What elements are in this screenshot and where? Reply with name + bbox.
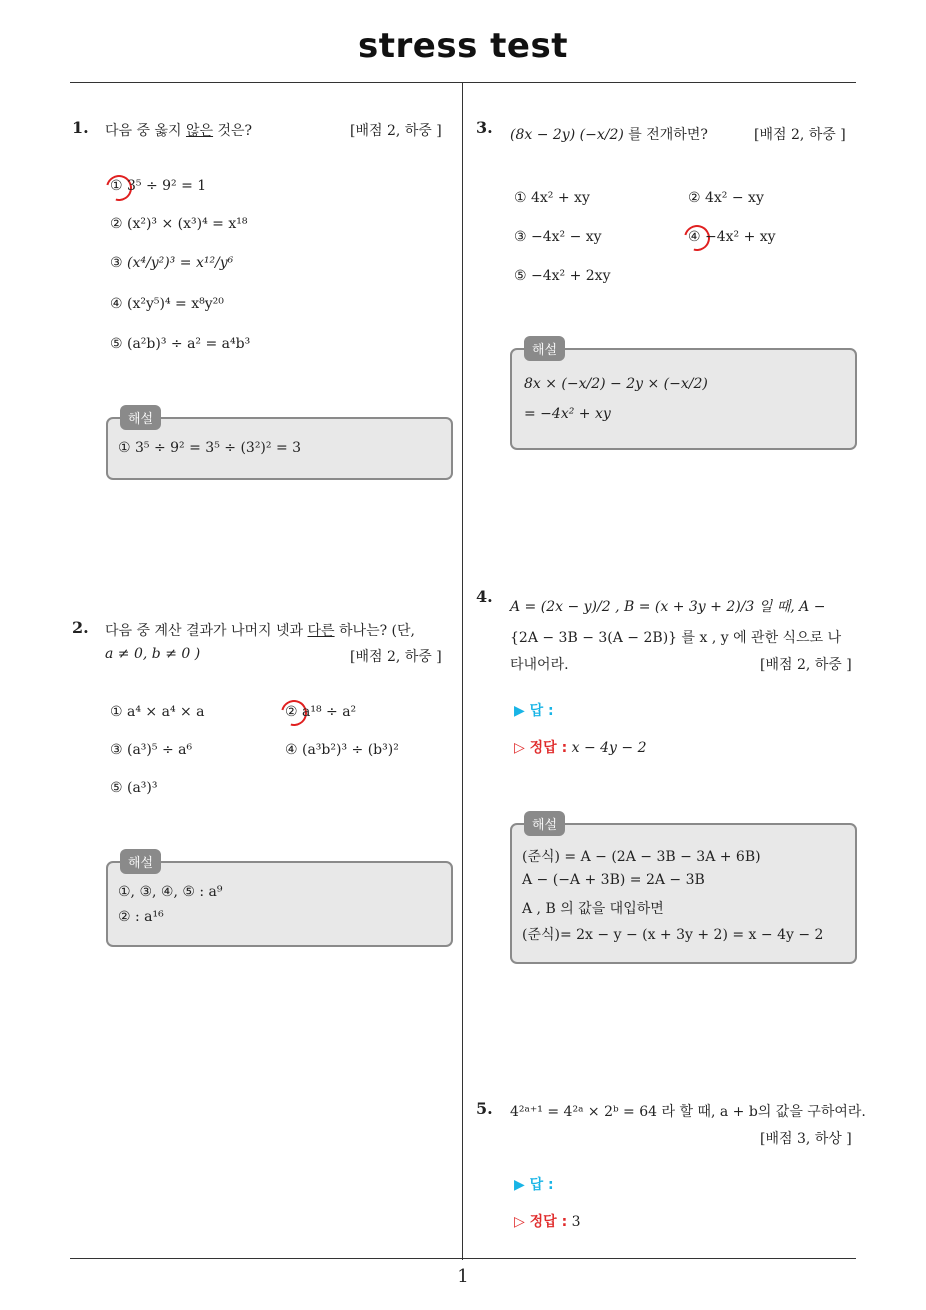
answer-input-label[interactable]: ▶ 답 : [514, 1177, 554, 1193]
option-5[interactable]: ⑤ (a²b)³ ÷ a² = a⁴b³ [110, 336, 251, 352]
solution-box [106, 861, 453, 947]
page-number: 1 [457, 1266, 469, 1287]
question-number: 4. [476, 587, 493, 606]
option-4[interactable]: ④ (a³b²)³ ÷ (b³)² [285, 742, 399, 758]
question-number: 2. [72, 618, 89, 637]
question-text-line: 타내어라. [510, 657, 569, 673]
solution-box [510, 348, 857, 450]
solution-line: (준식) = A − (2A − 3B − 3A + 6B) [522, 849, 761, 865]
option-2[interactable]: ② (x²)³ × (x³)⁴ = x¹⁸ [110, 216, 248, 232]
option-5[interactable]: ⑤ −4x² + 2xy [514, 268, 611, 284]
solution-label: 해설 [120, 849, 161, 874]
option-5[interactable]: ⑤ (a³)³ [110, 780, 158, 796]
question-number: 5. [476, 1099, 493, 1118]
option-1[interactable]: ① 3⁵ ÷ 9² = 1 [110, 178, 207, 194]
option-3[interactable]: ③ (a³)⁵ ÷ a⁶ [110, 742, 193, 758]
correct-answer: ▷ 정답 : x − 4y − 2 [514, 740, 647, 756]
solution-label: 해설 [120, 405, 161, 430]
question-text-line: {2A − 3B − 3(A − 2B)} 를 x , y 에 관한 식으로 나 [510, 630, 842, 646]
footer-rule [70, 1258, 856, 1259]
option-3[interactable]: ③ (x⁴/y²)³ = x¹²/y⁶ [110, 255, 234, 271]
option-4[interactable]: ④ −4x² + xy [688, 229, 776, 245]
question-text: 4²ᵃ⁺¹ = 4²ᵃ × 2ᵇ = 64 라 할 때, a + b의 값을 구하여라. [510, 1104, 866, 1120]
solution-line: ② : a¹⁶ [118, 909, 164, 925]
score-label: [배점 2, 하중 ] [754, 127, 846, 143]
solution-line: = −4x² + xy [524, 406, 611, 422]
question-text: (8x − 2y) (−x/2) 를 전개하면? [510, 127, 708, 143]
solution-line: ①, ③, ④, ⑤ : a⁹ [118, 884, 223, 900]
question-text-line: A = (2x − y)/2 , B = (x + 3y + 2)/3 일 때, A − [510, 599, 826, 615]
score-label: [배점 2, 하중 ] [760, 657, 852, 673]
option-3[interactable]: ③ −4x² − xy [514, 229, 602, 245]
header-rule [70, 82, 856, 83]
score-label: [배점 2, 하중 ] [350, 123, 442, 139]
page-title: stress test [358, 26, 568, 66]
solution-line: 8x × (−x/2) − 2y × (−x/2) [524, 376, 708, 392]
score-label: [배점 2, 하중 ] [350, 649, 442, 665]
solution-label: 해설 [524, 811, 565, 836]
question-condition: a ≠ 0, b ≠ 0 ) [105, 646, 201, 662]
correct-answer: ▷ 정답 : 3 [514, 1214, 581, 1230]
solution-line: A − (−A + 3B) = 2A − 3B [522, 872, 705, 888]
solution-label: 해설 [524, 336, 565, 361]
question-text: 다음 중 옳지 않은 것은? [105, 123, 253, 139]
option-2[interactable]: ② a¹⁸ ÷ a² [285, 704, 357, 720]
question-number: 1. [72, 118, 89, 137]
solution-line: A , B 의 값을 대입하면 [522, 901, 664, 917]
option-2[interactable]: ② 4x² − xy [688, 190, 764, 206]
question-text: 다음 중 계산 결과가 나머지 넷과 다른 하나는? (단, [105, 623, 415, 639]
question-number: 3. [476, 118, 493, 137]
solution-line: ① 3⁵ ÷ 9² = 3⁵ ÷ (3²)² = 3 [118, 440, 302, 456]
option-4[interactable]: ④ (x²y⁵)⁴ = x⁸y²⁰ [110, 296, 224, 312]
option-1[interactable]: ① a⁴ × a⁴ × a [110, 704, 205, 720]
option-1[interactable]: ① 4x² + xy [514, 190, 590, 206]
column-divider [462, 83, 463, 1260]
answer-input-label[interactable]: ▶ 답 : [514, 703, 554, 719]
score-label: [배점 3, 하상 ] [760, 1131, 852, 1147]
solution-line: (준식)= 2x − y − (x + 3y + 2) = x − 4y − 2 [522, 927, 824, 943]
